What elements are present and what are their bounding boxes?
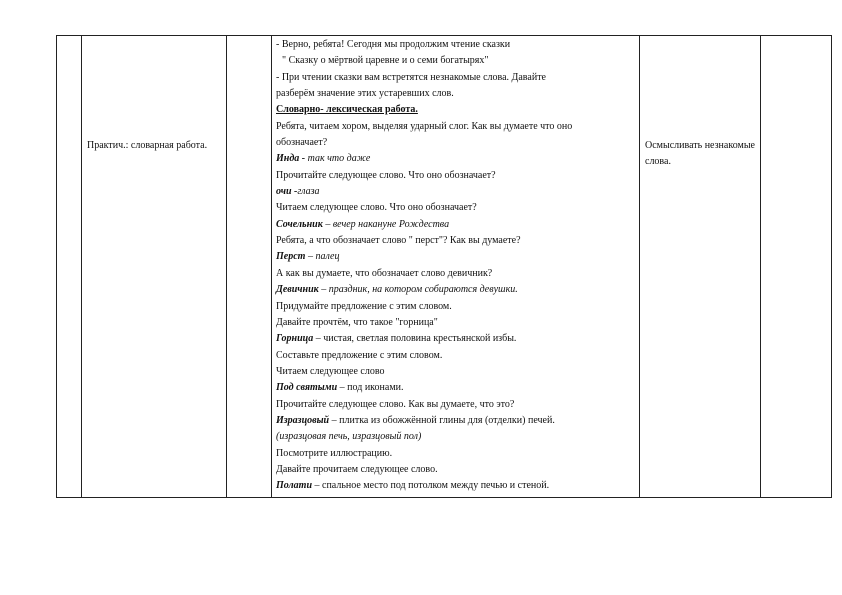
- column-notes-cell: [761, 36, 832, 498]
- vocab-definition: – плитка из обожжённой глины для (отделки) печей.: [329, 414, 555, 426]
- vocab-entry: [276, 380, 637, 396]
- vocab-term: Горница: [276, 333, 314, 345]
- table-row: [57, 36, 832, 498]
- vocab-definition: глаза: [297, 186, 320, 198]
- vocab-definition: – спальное место под потолком между печью и стеной.: [312, 480, 550, 492]
- vocab-definition: – праздник, на котором собираются девушки.: [318, 284, 518, 296]
- vocab-entry: [276, 282, 637, 298]
- vocab-term: Изразцовый: [276, 414, 330, 426]
- vocab-term: Сочельник: [276, 218, 323, 230]
- prompt-line: Читаем следующее слово: [276, 365, 385, 377]
- vocab-term: очи -: [276, 186, 298, 198]
- intro-line: " Сказку о мёртвой царевне и о семи богатырях": [282, 55, 489, 67]
- prompt-line: Прочитайте следующее слово. Как вы думаете, что это?: [276, 398, 515, 410]
- prompt-line: А как вы думаете, что обозначает слово девичник?: [276, 267, 493, 279]
- vocab-definition: – под иконами.: [337, 382, 404, 394]
- teacher-activity-text: [272, 36, 639, 497]
- vocab-term: Перст: [276, 251, 306, 263]
- prompt-line: Читаем следующее слово. Что оно обозначает?: [276, 202, 477, 214]
- prompt-line: Давайте прочтём, что такое "горница": [276, 316, 438, 328]
- vocab-term: Девичник: [276, 284, 319, 296]
- intro-line: - Верно, ребята! Сегодня мы продолжим чтение сказки: [276, 39, 511, 50]
- vocab-example: (изразцовая печь, изразцовый пол): [276, 431, 422, 443]
- vocab-entry: [276, 184, 637, 200]
- column-stage-cell: [82, 36, 227, 498]
- prompt-line: Давайте прочитаем следующее слово.: [276, 463, 438, 475]
- vocab-entry: [276, 217, 637, 233]
- vocab-entry: [276, 331, 637, 347]
- prompt-line: обозначает?: [276, 137, 328, 149]
- goal-text: Осмысливать незнакомые слова.: [645, 140, 755, 167]
- column-time-cell: [227, 36, 272, 498]
- vocab-entry: [276, 151, 637, 167]
- vocab-term: Инда -: [276, 153, 308, 165]
- section-heading: Словарно- лексическая работа.: [276, 104, 418, 116]
- intro-line: разберём значение этих устаревших слов.: [276, 88, 454, 100]
- column-number-cell: [57, 36, 82, 498]
- stage-label: Практич.: словарная работа.: [87, 140, 208, 151]
- intro-line: - При чтении сказки вам встретятся незнакомые слова. Давайте: [276, 71, 546, 83]
- column-goal-cell: [640, 36, 761, 498]
- vocab-definition: – палец: [305, 251, 340, 263]
- vocab-entry: [276, 478, 637, 494]
- prompt-line: Ребята, читаем хором, выделяя ударный слог. Как вы думаете что оно: [276, 120, 573, 132]
- vocab-entry: [276, 249, 637, 265]
- prompt-line: Составьте предложение с этим словом.: [276, 349, 443, 361]
- column-teacher-activity-cell: [272, 36, 640, 498]
- prompt-line: Ребята, а что обозначает слово " перст"? Как вы думаете?: [276, 235, 521, 247]
- prompt-line: Прочитайте следующее слово. Что оно обозначает?: [276, 169, 496, 181]
- lesson-plan-table: [56, 35, 832, 498]
- vocab-definition: – вечер накануне Рождества: [322, 218, 450, 230]
- vocab-term: Под святыми: [276, 382, 338, 394]
- vocab-entry: [276, 413, 637, 429]
- prompt-line: Посмотрите иллюстрацию.: [276, 447, 393, 459]
- vocab-definition: так что даже: [307, 153, 371, 165]
- prompt-line: Придумайте предложение с этим словом.: [276, 300, 452, 312]
- vocab-term: Полати: [276, 480, 313, 492]
- vocab-definition: – чистая, светлая половина крестьянской избы.: [313, 333, 517, 345]
